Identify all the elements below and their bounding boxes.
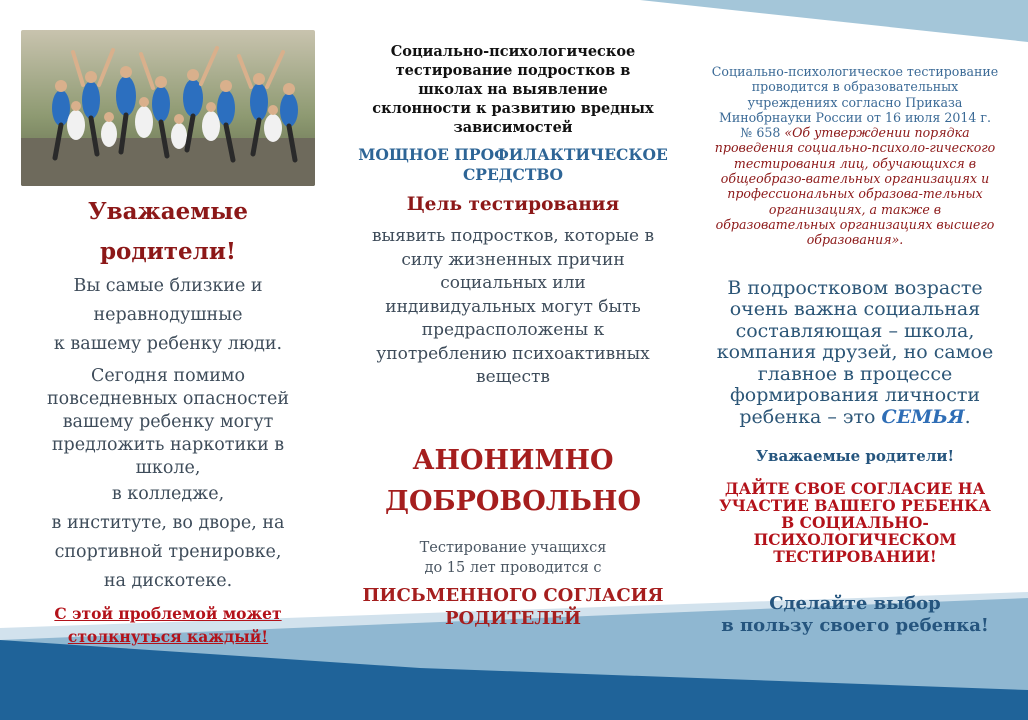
decree-italic-line: организациях, а также в [768,201,942,217]
subheading-line-2: СРЕДСТВО [462,165,564,184]
family-last-suffix: . [964,405,971,428]
group-of-jumping-teenagers-photo [21,30,315,186]
family-paragraph [690,278,1020,429]
family-line [690,407,1020,429]
decree-line: проводится в образовательных [751,79,959,95]
decree-line [690,125,1020,140]
main-heading [340,42,686,137]
right-column [690,64,1020,637]
family-line: В подростковом возрасте [727,276,983,299]
dear-line-1: Уважаемые [88,198,248,225]
make-choice-text [690,593,1020,637]
consent-caps-line: ПСИХОЛОГИЧЕСКОМ [753,530,957,550]
decree-line: Минобрнауки России от 16 июля 2014 г. [719,109,991,125]
left-text-line: в колледже, [111,484,225,504]
left-text-line: неравнодушные [93,305,243,325]
warning-text [18,602,318,648]
decree-italic-line: образовательных организациях высшего [715,216,995,232]
consent-line-2: РОДИТЕЛЕЙ [445,607,581,629]
goal-line: употреблению психоактивных [376,343,650,364]
heading-line: Социально-психологическое [390,43,636,60]
left-text-line: в институте, во дворе, на [51,513,285,533]
left-text-line: школе, [135,458,201,478]
goal-line: выявить подростков, которые в [371,226,655,246]
goal-text [340,225,686,390]
middle-column [340,42,686,630]
goal-line: веществ [476,367,550,387]
goal-title: Цель тестирования [406,194,620,215]
left-text-line: спортивной тренировке, [54,542,282,562]
parental-consent-text [340,584,686,630]
left-text-line: предложить наркотики в [51,435,285,455]
family-word: СЕМЬЯ [881,405,965,428]
consent-caps-line: ДАЙТЕ СВОЕ СОГЛАСИЕ НА [724,479,986,499]
family-line: очень важна социальная [729,298,981,321]
consent-caps-line: ТЕСТИРОВАНИИ! [773,547,937,567]
decree-italic-line: общеобразо-вательных организациях и [720,171,990,187]
decree-number: № 658 [740,125,781,141]
heading-line: склонности к развитию вредных [372,100,654,117]
anonymous-text: АНОНИМНО [412,444,614,476]
choice-line-1: Сделайте выбор [769,593,941,615]
consent-caps-line: В СОЦИАЛЬНО- [781,513,929,533]
decree-line: Социально-психологическое тестирование [711,64,999,79]
decree-paragraph [690,64,1020,248]
left-text-line: вашему ребенку могут [62,412,274,432]
decree-italic-line: проведения социально-психоло-гического [714,140,996,156]
testing-note [340,538,686,578]
decree-italic-line: образования». [806,232,904,248]
dear-parents-title [18,192,318,272]
prevention-subheading [340,145,686,185]
left-body [18,272,318,596]
anon-voluntary-block [340,440,686,522]
goal-line: предрасположены к [421,320,605,340]
decree-line: учреждениях согласно Приказа [747,94,963,110]
note-line-1: Тестирование учащихся [419,539,607,556]
family-line: формирования личности [729,384,981,407]
goal-line: индивидуальных могут быть [385,296,641,317]
left-text-line: повседневных опасностей [46,389,290,409]
warning-line-1: С этой проблемой может [54,604,282,623]
voluntary-text: ДОБРОВОЛЬНО [385,485,641,517]
dear-parents-right: Уважаемые родители! [755,447,955,466]
left-text-line: Вы самые близкие и [73,276,263,296]
decree-italic-line: тестирования лиц, обучающихся в [733,155,977,171]
note-line-2: до 15 лет проводится с [424,559,602,576]
decree-title-start: «Об утверждении порядка [784,125,970,141]
dear-line-2: родители! [99,238,237,265]
decree-italic-line: профессиональных образова-тельных [727,186,983,202]
family-line: компания друзей, но самое [716,341,994,364]
warning-line-2: столкнуться каждый! [67,627,269,646]
heading-line: зависимостей [453,119,573,136]
family-line: составляющая – школа, [735,319,975,342]
family-last-prefix: ребенка – это [739,405,876,428]
heading-line: школах на выявление [418,81,608,98]
choice-line-2: в пользу своего ребенка! [721,615,989,637]
left-text-line: на дискотеке. [103,571,233,591]
left-column [18,30,318,648]
family-line: главное в процессе [757,362,953,385]
goal-line: силу жизненных причин [401,249,625,270]
left-text-line: к вашему ребенку люди. [53,334,283,354]
consent-caps-line: УЧАСТИЕ ВАШЕГО РЕБЕНКА [719,496,991,516]
heading-line: тестирование подростков в [395,62,631,79]
subheading-line-1: МОЩНОЕ ПРОФИЛАКТИЧЕСКОЕ [358,145,668,164]
goal-line: социальных или [440,273,586,293]
consent-line-1: ПИСЬМЕННОГО СОГЛАСИЯ [362,584,664,606]
top-stripe [640,0,1028,42]
left-text-line: Сегодня помимо [90,366,246,386]
give-consent-text [690,480,1020,565]
